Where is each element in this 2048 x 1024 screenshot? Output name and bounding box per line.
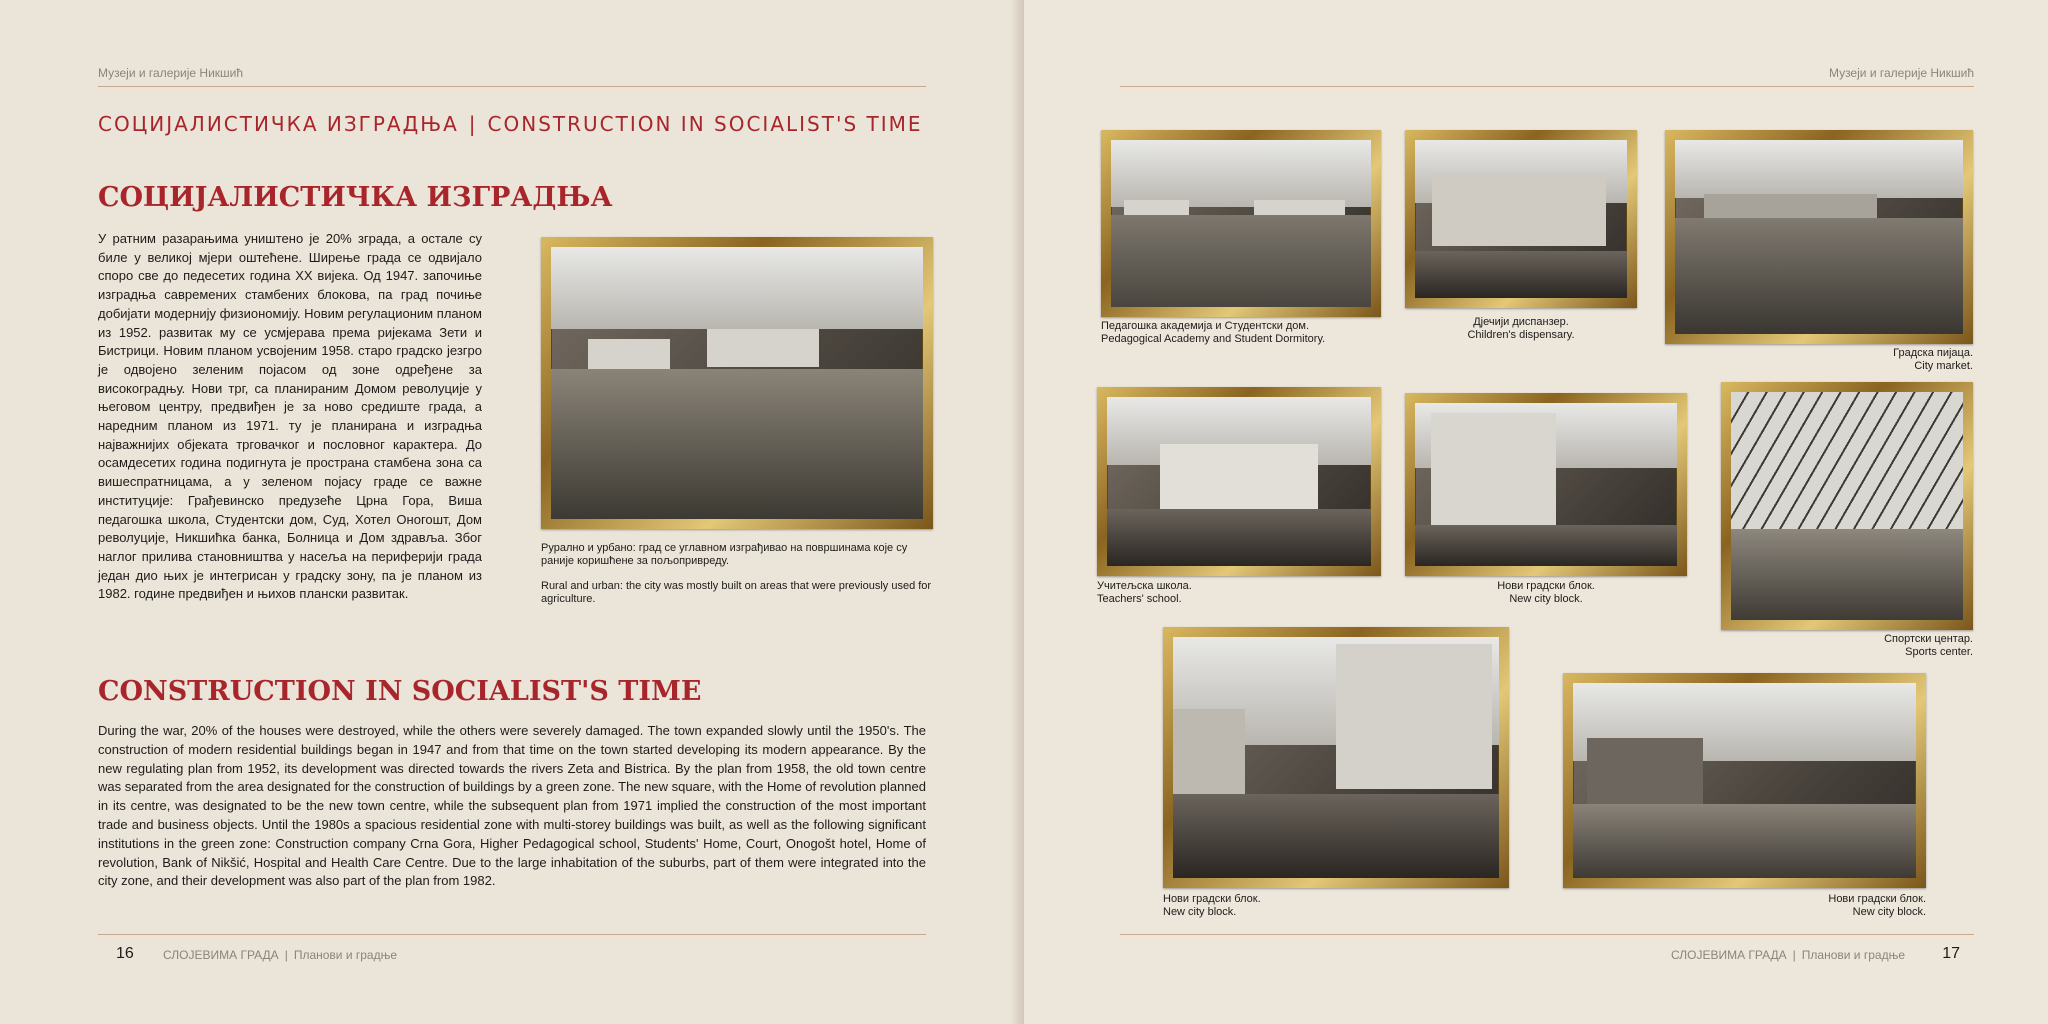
english-body-text: During the war, 20% of the houses were destroyed, while the others were severely damaged. The town expanded slowly until the 1950's. The construction of modern residential buildings began in 1947 and from that time on the town started developing its modern appearance. By the new regulating plan from 1952, its development was directed towards the rivers Zeta and Bistrica. By the plan from 1958, the old town centre was separated from the area designated for the construction of buildings by a green zone. The new square, with the Home of revolution planned in its centre, was designated to be the new town centre, while the subsequent plan from 1971 implied the construction of the most important trade and business objects. Until the 1980s a spacious residential zone with multi-storey buildings was built, as well as the following significant institutions in the green zone: Construction company Crna Gora, Higher Pedagogical school, Students' Home, Court, Onogošt hotel, Home of revolution, Bank of Nikšić, Hospital and Health Care Centre. Due to the large inhabitation of the suburbs, part of them were integrated into the city zone, and their development was also part of the plan from 1982. bbox=[98, 723, 926, 889]
footer-right bbox=[1671, 948, 1905, 962]
caption-teachers-school bbox=[1097, 580, 1381, 606]
caption-new-city-block-2 bbox=[1163, 893, 1509, 919]
caption-5-cyrillic: Нови градски блок. bbox=[1497, 580, 1595, 592]
caption-1-english: Pedagogical Academy and Student Dormitory. bbox=[1101, 333, 1326, 345]
photo-city-market bbox=[1665, 130, 1973, 344]
caption-city-market bbox=[1665, 347, 1973, 373]
photo-new-city-block-1 bbox=[1405, 393, 1687, 576]
photo-teachers-school bbox=[1097, 387, 1381, 576]
photo-new-city-block-2 bbox=[1163, 627, 1509, 888]
footer-book-title-right: СЛОЈЕВИМА ГРАДА bbox=[1670, 948, 1787, 962]
main-photo-caption bbox=[541, 542, 933, 606]
caption-sports-center bbox=[1721, 633, 1973, 659]
section-heading-cyrillic: СОЦИЈАЛИСТИЧКА ИЗГРАДЊА bbox=[98, 112, 459, 136]
caption-4-english: Teachers' school. bbox=[1097, 593, 1182, 605]
caption-2-cyrillic: Дјечији диспанзер. bbox=[1473, 316, 1569, 328]
page-number-left: 16 bbox=[116, 945, 134, 962]
header-rule-right bbox=[1120, 86, 1974, 87]
caption-1-cyrillic: Педагошка академија и Студентски дом. bbox=[1101, 320, 1310, 332]
main-photo-caption-cyrillic: Рурално и урбано: град се углавном изграђивао на површинама које су раније коришћене за пољопривреду. bbox=[541, 542, 908, 567]
caption-6-english: Sports center. bbox=[1905, 646, 1973, 658]
footer-book-title: СЛОЈЕВИМА ГРАДА bbox=[163, 948, 279, 962]
caption-pedagogical-academy bbox=[1101, 320, 1381, 346]
caption-2-english: Children's dispensary. bbox=[1467, 329, 1575, 341]
photo-childrens-dispensary bbox=[1405, 130, 1637, 308]
caption-8-cyrillic: Нови градски блок. bbox=[1828, 893, 1926, 905]
footer-chapter: Планови и градње bbox=[293, 948, 398, 962]
caption-new-city-block-3 bbox=[1563, 893, 1926, 919]
caption-7-english: New city block. bbox=[1163, 906, 1237, 918]
caption-4-cyrillic: Учитељска школа. bbox=[1097, 580, 1192, 592]
right-page bbox=[1024, 0, 2048, 1024]
photo-sports-center bbox=[1721, 382, 1973, 630]
cyrillic-body-text: У ратним разарањима уништено је 20% зграда, а остале су биле у великој мјери оштећене. Ширење града се одвијало споро све до педесетих година XX вијека. Од 1947. започиње изградња савремених стамбених блокова, па град почиње добијати модернију физиономију. Новим регулационим планом из 1952. развитак му се усмјерава према ријекама Зети и Бистрици. Новим планом усвојеним 1958. старо градско језгро је одвојено зеленим појасом од зоне одређене за високоградњу. Нови трг, са планираним Домом револуције у његовом центру, предвиђен је за ново средиште града, а наредним планом из 1971. ту је планирана и изградња најважнијих објеката трговачког и пословног карактера. До осамдесетих година подигнута је пространа стамбена зона са вишеспратницама, а у зеленом појасу граде се важне институције: Грађевинско предузеће Црна Гора, Виша педагошка школа, Студентски дом, Суд, Хотел Оногошт, Дом револуције, Никшићка банка, Болница и Дом здравља. Због наглог прилива становништва у насеља на периферији града један дио њих је интегрисан у градску зону, па је планом из 1982. године предвиђен и њихов плански развитак. bbox=[98, 231, 482, 602]
running-header-left: Музеји и галерије Никшић bbox=[98, 66, 244, 80]
photo-new-city-block-3 bbox=[1563, 673, 1926, 888]
header-rule-left bbox=[98, 86, 926, 87]
caption-3-cyrillic: Градска пијаца. bbox=[1893, 347, 1973, 359]
caption-5-english: New city block. bbox=[1509, 593, 1583, 605]
main-photo-caption-english: Rural and urban: the city was mostly built on areas that were previously used for agriculture. bbox=[541, 580, 932, 605]
cyrillic-title: СОЦИЈАЛИСТИЧКА ИЗГРАДЊА bbox=[98, 182, 613, 213]
footer-rule-right bbox=[1120, 934, 1974, 935]
photo-pedagogical-academy bbox=[1101, 130, 1381, 317]
footer-bar-right: | bbox=[1792, 948, 1796, 962]
section-heading-english: CONSTRUCTION IN SOCIALIST'S TIME bbox=[487, 112, 923, 136]
footer-chapter-right: Планови и градње bbox=[1801, 948, 1905, 962]
caption-3-english: City market. bbox=[1914, 360, 1973, 372]
footer-bar: | bbox=[284, 948, 288, 962]
footer-left bbox=[163, 948, 397, 962]
caption-7-cyrillic: Нови градски блок. bbox=[1163, 893, 1261, 905]
caption-childrens-dispensary bbox=[1405, 316, 1637, 342]
section-heading bbox=[98, 112, 923, 136]
page-number-right: 17 bbox=[1942, 945, 1960, 962]
main-photo-rural-urban bbox=[541, 237, 933, 529]
english-title: CONSTRUCTION IN SOCIALIST'S TIME bbox=[98, 676, 702, 707]
caption-new-city-block-1 bbox=[1405, 580, 1687, 606]
caption-6-cyrillic: Спортски центар. bbox=[1884, 633, 1973, 645]
section-heading-separator: | bbox=[468, 112, 478, 136]
running-header-right: Музеји и галерије Никшић bbox=[1828, 66, 1974, 80]
caption-8-english: New city block. bbox=[1852, 906, 1926, 918]
footer-rule-left bbox=[98, 934, 926, 935]
